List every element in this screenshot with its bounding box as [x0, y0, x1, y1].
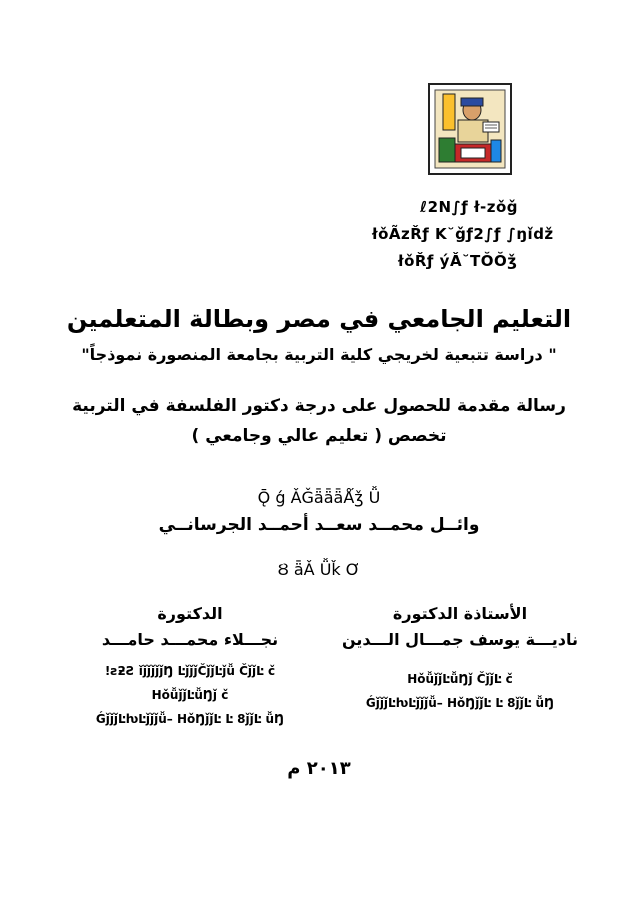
cairo-university-logo-icon [425, 82, 515, 177]
supervisor-1-line-1: HǒǚǰǰĿǚŊǰ ČǰǰĿ č [407, 672, 513, 686]
researcher-name: وائــل محمــد سعــد أحمــد الجرسانــي [158, 515, 480, 535]
supervisor-1-line-2: ǴǰǰǰĿƕĿǰǰǰǚ– HǒŊǰǰĿ Ŀ 8ǰǰĿ ǚŊ [365, 696, 555, 710]
specialization: تخصص ( تعليم عالي وجامعي ) [191, 426, 447, 446]
thesis-title: التعليم الجامعي في مصر وبطالة المتعلمين [66, 305, 572, 333]
supervisor-2-name: نجـــلاء محمـــد حامـــد [101, 630, 279, 649]
year: ٢٠١٣ م [287, 758, 351, 779]
degree-statement: رسالة مقدمة للحصول على درجة دكتور الفلسفة في التربية [72, 396, 566, 416]
supervision-label: Ȣ ǟǍ Ǚǩ Ơ [277, 560, 361, 579]
supervisor-1-title: الأستاذة الدكتورة [392, 604, 528, 623]
institution-line-2: łǒÃzŘƒ K˘ǧƒ2∫ƒ ∫ŋǐdž [372, 225, 554, 243]
supervisor-2-title: الدكتورة [157, 604, 223, 623]
institution-line-1: ℓ2N∫ƒ ł-zǒǧ [420, 198, 519, 216]
supervisor-2-line-2: HǒǚǰǰĿǚŊǰ č [151, 688, 229, 702]
supervisor-1-name: ناديـــة يوسف جمـــال الـــدين [342, 630, 578, 649]
prepared-by-label: Ǭ ǵ ǍǦǟǟǟǺǯ Ǚ [257, 488, 381, 507]
thesis-subtitle: " دراسة تتبعية لخريجي كلية التربية بجامعة المنصورة نموذجاً" [81, 345, 557, 364]
supervisor-2-line-3: ǴǰǰǰĿƕĿǰǰǰǚ– HǒŊǰǰĿ Ŀ 8ǰǰĿ ǚŊ [95, 712, 285, 726]
institution-line-3: łǒŘƒ ýǍ˘ΤŎŎǯ [398, 252, 517, 270]
supervisor-2-line-1: !ƨƻƧ ǐǰǰǰǰǰŊ ĿǰǰǰČǰǰĿǰǚ ČǰǰĿ č [104, 664, 276, 678]
